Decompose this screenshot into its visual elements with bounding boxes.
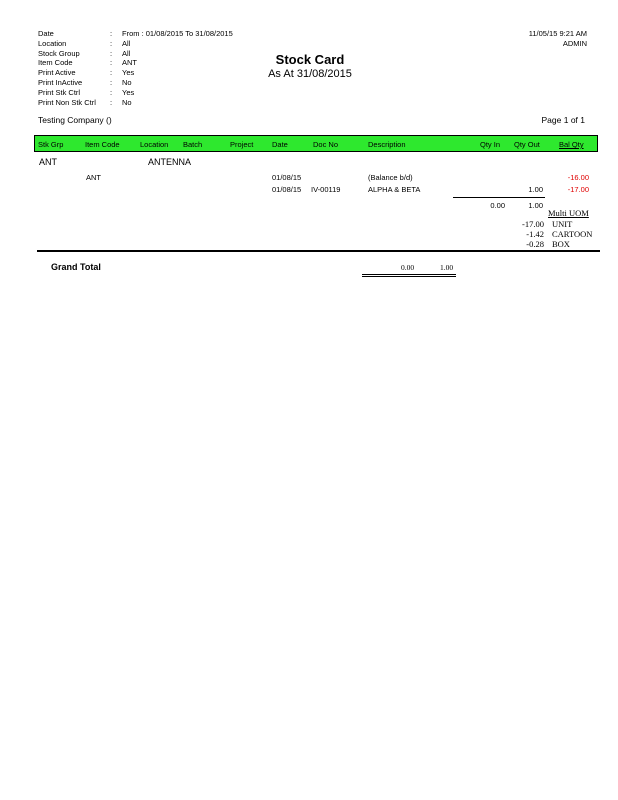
grand-total-rule: [362, 276, 456, 277]
subtotal-qty-in: 0.00: [490, 201, 505, 210]
param-row: Print InActive : No: [38, 77, 132, 87]
col-stk-grp: Stk Grp: [38, 140, 64, 149]
param-label: Item Code: [38, 58, 73, 68]
param-value: Yes: [122, 68, 135, 78]
param-row: Location : All: [38, 38, 131, 48]
uom-name: CARTOON: [552, 229, 593, 239]
report-parameters: [38, 29, 233, 107]
col-description: Description: [368, 140, 406, 149]
col-date: Date: [272, 140, 288, 149]
col-location: Location: [140, 140, 169, 149]
param-label: Print Active: [38, 68, 76, 78]
printed-by-user: ADMIN: [562, 39, 587, 48]
param-row: Print Stk Ctrl : Yes: [38, 87, 135, 97]
row-bal-qty: -17.00: [567, 185, 589, 194]
uom-name: BOX: [552, 239, 570, 249]
item-code: ANT: [86, 173, 101, 182]
param-label: Location: [38, 38, 67, 48]
row-bal-qty: -16.00: [567, 173, 589, 182]
uom-name: UNIT: [552, 219, 573, 229]
col-bal-qty: Bal Qty: [559, 140, 584, 149]
group-name: ANTENNA: [148, 157, 192, 167]
param-value: ANT: [122, 58, 137, 68]
grand-total-rule: [362, 274, 456, 275]
param-label: Stock Group: [38, 48, 80, 58]
row-date: 01/08/15: [272, 185, 302, 194]
report-title: Stock Card: [275, 52, 345, 67]
multi-uom-title: Multi UOM: [548, 208, 589, 218]
row-date: 01/08/15: [272, 173, 302, 182]
col-item-code: Item Code: [85, 140, 120, 149]
uom-qty: -17.00: [522, 219, 544, 229]
page-number: Page 1 of 1: [541, 115, 585, 125]
col-qty-in: Qty In: [480, 140, 501, 149]
param-label: Print InActive: [38, 77, 83, 87]
param-row: Print Active : Yes: [38, 68, 135, 78]
grand-total-qty-out: 1.00: [440, 263, 454, 272]
param-value: No: [122, 97, 132, 107]
subtotal-rule: [453, 197, 545, 198]
section-divider: [37, 250, 600, 252]
uom-qty: -0.28: [526, 239, 544, 249]
param-value: From : 01/08/2015 To 31/08/2015: [122, 29, 233, 38]
param-value: No: [122, 77, 132, 87]
param-row: Date : From : 01/08/2015 To 31/08/2015: [38, 29, 233, 38]
param-row: Item Code : ANT: [38, 58, 137, 68]
param-label: Date: [38, 29, 54, 38]
row-description: ALPHA & BETA: [368, 185, 421, 194]
param-label: Print Non Stk Ctrl: [38, 97, 96, 107]
col-qty-out: Qty Out: [514, 140, 540, 149]
printed-timestamp: 11/05/15 9:21 AM: [528, 29, 587, 38]
uom-qty: -1.42: [526, 229, 544, 239]
param-row: Stock Group : All: [38, 48, 131, 58]
subtotal-qty-out: 1.00: [528, 201, 543, 210]
grand-total-qty-in: 0.00: [401, 263, 415, 272]
param-row: Print Non Stk Ctrl : No: [38, 97, 132, 107]
company-name: Testing Company (): [38, 115, 112, 125]
row-doc-no: IV-00119: [311, 185, 341, 194]
col-doc-no: Doc No: [313, 140, 339, 149]
row-description: (Balance b/d): [368, 173, 413, 182]
param-value: Yes: [122, 87, 135, 97]
col-batch: Batch: [183, 140, 203, 149]
grand-total-label: Grand Total: [51, 262, 101, 272]
param-value: All: [122, 48, 131, 58]
param-label: Print Stk Ctrl: [38, 87, 81, 97]
row-qty-out: 1.00: [528, 185, 543, 194]
report-subtitle: As At 31/08/2015: [268, 68, 352, 80]
col-project: Project: [230, 140, 254, 149]
group-code: ANT: [39, 157, 57, 167]
param-value: All: [122, 38, 131, 48]
